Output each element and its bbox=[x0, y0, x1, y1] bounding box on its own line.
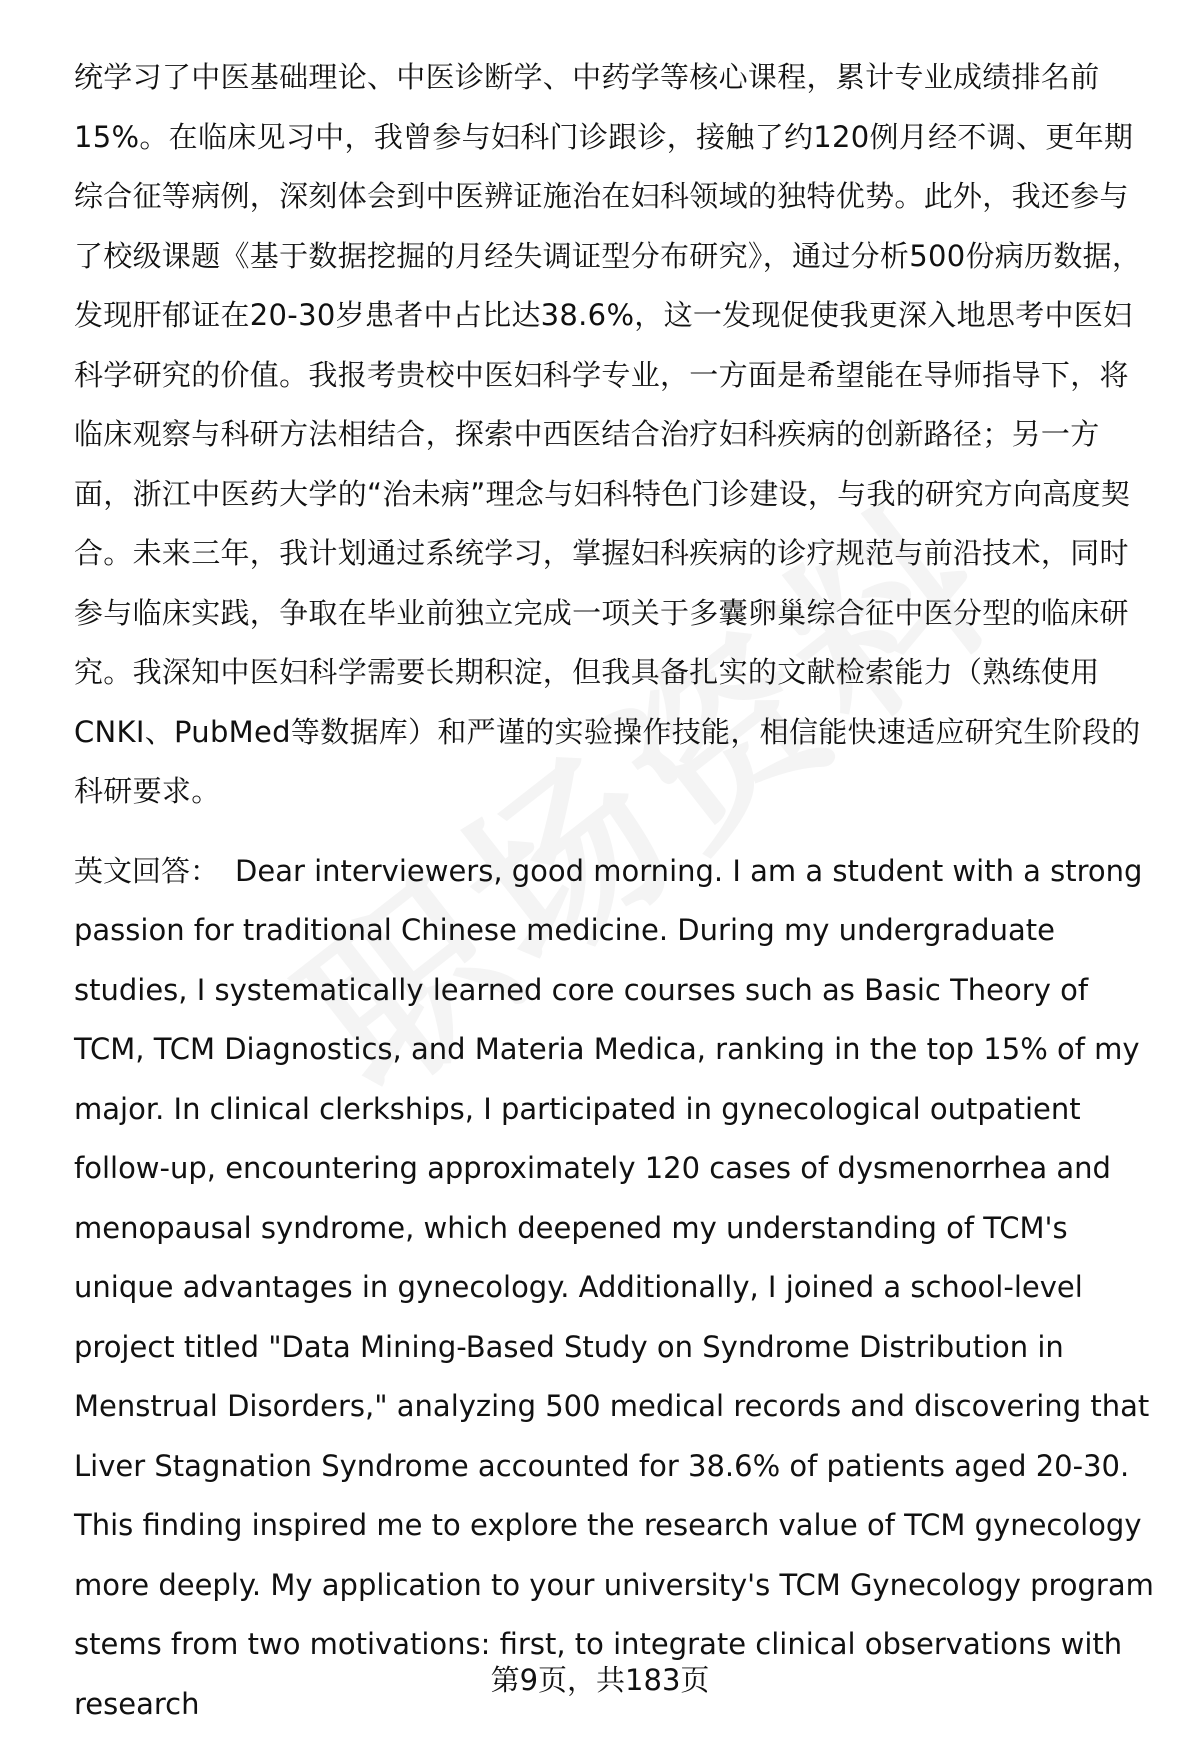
chinese-answer-paragraph: 统学习了中医基础理论、中医诊断学、中药学等核心课程，累计专业成绩排名前15%。在临床见习中，我曾参与妇科门诊跟诊，接触了约120例月经不调、更年期综合征等病例，深刻体会到中医辨证施治在妇科领域的独特优势。此外，我还参与了校级课题《基于数据挖掘的月经失调证型分布研究》，通过分析500份病历数据，发现肝郁证在20-30岁患者中占比达38.6%，这一发现促使我更深入地思考中医妇科学研究的价值。我报考贵校中医妇科学专业，一方面是希望能在导师指导下，将临床观察与科研方法相结合，探索中西医结合治疗妇科疾病的创新路径；另一方面，浙江中医药大学的“治未病”理念与妇科特色门诊建设，与我的研究方向高度契合。未来三年，我计划通过系统学习，掌握妇科疾病的诊疗规范与前沿技术，同时参与临床实践，争取在毕业前独立完成一项关于多囊卵巢综合征中医分型的临床研究。我深知中医妇科学需要长期积淀，但我具备扎实的文献检索能力（熟练使用CNKI、PubMed等数据库）和严谨的实验操作技能，相信能快速适应研究生阶段的科研要求。 bbox=[74, 60, 1142, 808]
english-answer-text: Dear interviewers, good morning. I am a student with a strong passion for traditional Chinese medicine. During my undergraduate studies, I systematically learned core courses such as Basic Theory of TCM, TCM Diagnostics, and Materia Medica, ranking in the top 15% of my major. In clinical clerkships, I participated in gynecological outpatient follow-up, encountering approximately 120 cases of dysmenorrhea and menopausal syndrome, which deepened my understanding of TCM's unique advantages in gynecology. Additionally, I joined a school-level project titled "Data Mining-Based Study on Syndrome Distribution in Menstrual Disorders," analyzing 500 medical records and discovering that Liver Stagnation Syndrome accounted for 38.6% of patients aged 20-30. This finding inspired me to explore the research value of TCM gynecology more deeply. My application to your university's TCM Gynecology program stems from two motivations: first, to integrate clinical observations with research bbox=[74, 853, 1154, 1721]
english-answer-label: 英文回答： bbox=[74, 853, 220, 888]
english-answer-paragraph bbox=[74, 842, 1154, 1735]
page-number-footer: 第9页，共183页 bbox=[490, 1663, 710, 1697]
document-body bbox=[74, 48, 1154, 1734]
